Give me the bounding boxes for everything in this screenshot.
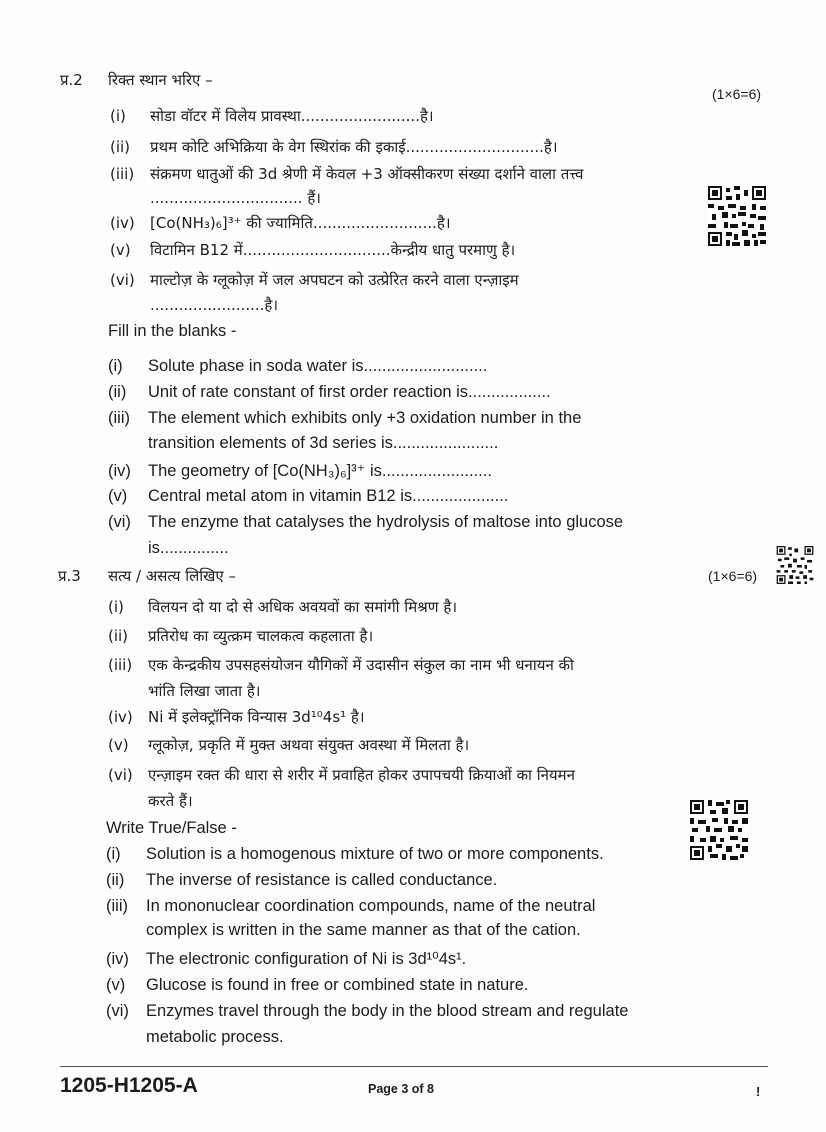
q2-english-item-continuation: is............... (148, 539, 229, 557)
q2-heading-hindi: रिक्त स्थान भरिए – (108, 71, 213, 89)
q3-english-item: (i) Solution is a homogenous mixture of two or more components. (106, 845, 604, 863)
q2-hindi-item: (iii) संक्रमण धातुओं की 3d श्रेणी में केवल +3 ऑक्सीकरण संख्या दर्शाने वाला तत्त्व (110, 165, 584, 183)
q2-english-item-continuation: transition elements of 3d series is....................... (148, 434, 499, 452)
q2-hindi-item-continuation: ................................ हैं। (150, 189, 321, 207)
qr-code-icon (690, 800, 748, 860)
q2-english-item: (iii) The element which exhibits only +3 oxidation number in the (108, 409, 582, 427)
footer-divider (60, 1066, 768, 1067)
q2-english-item: (vi) The enzyme that catalyses the hydrolysis of maltose into glucose (108, 513, 624, 531)
q3-marks: (1×6=6) (708, 568, 758, 584)
q2-number: प्र.2 (60, 71, 83, 89)
q3-hindi-item-continuation: करते हैं। (148, 792, 193, 810)
q3-english-item: (vi) Enzymes travel through the body in the blood stream and regulate (106, 1002, 629, 1020)
q3-heading-english: Write True/False - (106, 819, 237, 837)
q3-number: प्र.3 (58, 567, 81, 585)
qr-code-icon (708, 186, 766, 246)
q2-hindi-item: (i) सोडा वॉटर में विलेय प्रावस्था.........................है। (110, 107, 434, 125)
page-number: Page 3 of 8 (368, 1082, 434, 1096)
q3-english-item: (v) Glucose is found in free or combined state in nature. (106, 976, 529, 994)
q2-hindi-item: (iv) [Co(NH₃)₆]³⁺ की ज्यामिति..........................है। (110, 214, 451, 232)
q3-hindi-item: (iii) एक केन्द्रकीय उपसहसंयोजन यौगिकों में उदासीन संकुल का नाम भी धनायन की (108, 656, 574, 674)
q3-hindi-item: (iv) Ni में इलेक्ट्रॉनिक विन्यास 3d¹⁰4s¹ है। (108, 708, 365, 726)
q3-english-item-continuation: metabolic process. (146, 1028, 284, 1046)
q3-hindi-item: (v) ग्लूकोज़, प्रकृति में मुक्त अथवा संयुक्त अवस्था में मिलता है। (108, 736, 470, 754)
q3-hindi-item-continuation: भांति लिखा जाता है। (148, 682, 261, 700)
q3-hindi-item: (vi) एन्ज़ाइम रक्त की धारा से शरीर में प्रवाहित होकर उपापचयी क्रियाओं का नियमन (108, 766, 575, 784)
q2-hindi-item: (vi) माल्टोज़ के ग्लूकोज़ में जल अपघटन को उत्प्रेरित करने वाला एन्ज़ाइम (110, 271, 519, 289)
q3-hindi-item: (i) विलयन दो या दो से अधिक अवयवों का समांगी मिश्रण है। (108, 598, 458, 616)
paper-code: 1205-H1205-A (60, 1074, 198, 1097)
qr-code-icon (776, 546, 814, 584)
q2-english-item: (i) Solute phase in soda water is........................... (108, 357, 488, 375)
q3-english-item-continuation: complex is written in the same manner as that of the cation. (146, 921, 581, 939)
q3-hindi-item: (ii) प्रतिरोध का व्युत्क्रम चालकत्व कहलाता है। (108, 627, 374, 645)
q3-english-item: (iv) The electronic configuration of Ni is 3d¹⁰4s¹. (106, 950, 467, 968)
q2-hindi-item-continuation: ........................है। (150, 296, 279, 314)
q2-hindi-item: (v) विटामिन B12 में...............................केन्द्रीय धातु परमाणु है। (110, 241, 516, 259)
q3-heading-hindi: सत्य / असत्य लिखिए – (108, 567, 236, 585)
q2-hindi-item: (ii) प्रथम कोटि अभिक्रिया के वेग स्थिरांक की इकाई.............................है। (110, 138, 558, 156)
q3-english-item: (ii) The inverse of resistance is called conductance. (106, 871, 498, 889)
q2-english-item: (iv) The geometry of [Co(NH₃)₆]³⁺ is........................ (108, 462, 492, 480)
q3-english-item: (iii) In mononuclear coordination compounds, name of the neutral (106, 897, 596, 915)
footer-mark: ! (756, 1084, 761, 1099)
q2-english-item: (v) Central metal atom in vitamin B12 is..................... (108, 487, 509, 505)
q2-heading-english: Fill in the blanks - (108, 322, 237, 340)
q2-marks: (1×6=6) (712, 86, 762, 102)
q2-english-item: (ii) Unit of rate constant of first order reaction is.................. (108, 383, 551, 401)
